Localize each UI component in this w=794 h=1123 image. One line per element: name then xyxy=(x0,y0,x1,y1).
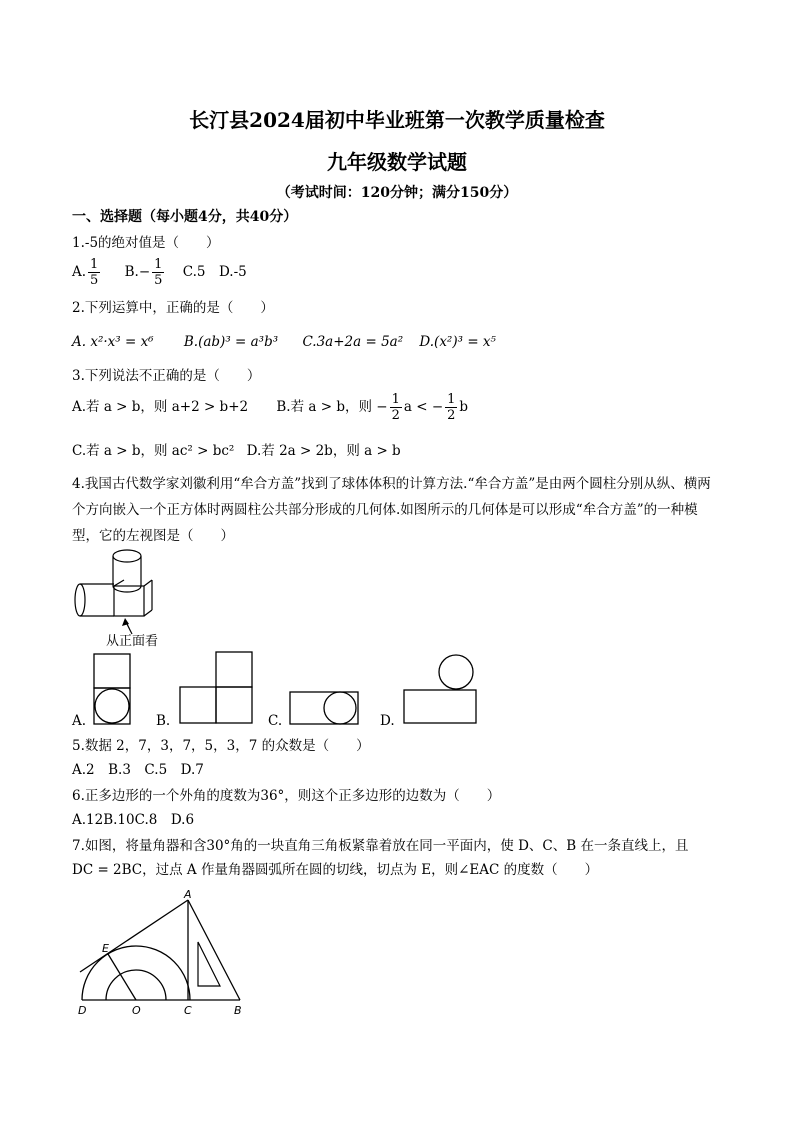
q7-line1: 7.如图，将量角器和含30°角的一块直角三角板紧靠着放在同一平面内，使 D、C、B 在一条直线上，且 xyxy=(72,838,689,854)
q2-option-c: C.3a+2a = 5a² xyxy=(302,334,404,350)
q4-line3: 型，它的左视图是（ ） xyxy=(72,528,234,544)
q4-figure-caption: 从正面看 xyxy=(106,634,159,649)
q3-frac2-numerator: 1 xyxy=(447,392,456,407)
q4-option-d-label: D. xyxy=(380,713,395,729)
q7-geometry-figure xyxy=(72,890,252,1020)
q1-a-numerator: 1 xyxy=(90,257,99,272)
q3-option-b-prefix: B.若 a > b，则 − xyxy=(276,399,388,415)
q3-option-a: A.若 a > b，则 a+2 > b+2 xyxy=(72,399,249,415)
q4-option-b-label: B. xyxy=(156,713,171,729)
q1-option-b-label: B.− xyxy=(124,264,151,280)
exam-title: 长汀县2024届初中毕业班第一次教学质量检查 xyxy=(189,108,605,132)
q1-stem: 1.-5的绝对值是（ ） xyxy=(72,235,220,251)
q1-b-denominator: 5 xyxy=(154,273,163,288)
q7-label-c: C xyxy=(184,1004,192,1017)
q1-option-b-fraction xyxy=(152,257,164,288)
exam-info: （考试时间：120分钟；满分150分） xyxy=(276,185,518,201)
section-heading: 一、选择题（每小题4分，共40分） xyxy=(72,209,298,225)
q2-option-a: A. x²·x³ = x⁶ xyxy=(72,334,154,350)
q7-label-e: E xyxy=(102,942,109,955)
q3-option-c: C.若 a > b，则 ac² > bc² xyxy=(72,443,235,459)
exam-subtitle: 九年级数学试题 xyxy=(327,150,467,174)
q3-option-b-fraction1 xyxy=(390,392,402,423)
q7-line2: DC = 2BC，过点 A 作量角器圆弧所在圆的切线，切点为 E，则∠EAC 的度数（ ） xyxy=(72,862,599,878)
q1-b-numerator: 1 xyxy=(154,257,163,272)
q5-options: A.2 B.3 C.5 D.7 xyxy=(72,762,204,778)
q5-stem: 5.数据 2，7，3，7，5，3，7 的众数是（ ） xyxy=(72,738,370,754)
q6-options: A.12B.10C.8 D.6 xyxy=(72,812,195,828)
q1-a-denominator: 5 xyxy=(90,273,99,288)
q3-option-b-mid: a < − xyxy=(403,399,444,415)
q3-frac1-numerator: 1 xyxy=(391,392,400,407)
q1-options xyxy=(72,256,247,288)
q3-options-cd xyxy=(72,442,401,460)
q1-option-a-fraction xyxy=(88,257,100,288)
q7-label-d: D xyxy=(78,1004,87,1017)
q4-line2: 个方向嵌入一个正方体时两圆柱公共部分形成的几何体.如图所示的几何体是可以形成“牟合方盖”的一种模 xyxy=(72,502,698,518)
q4-line1: 4.我国古代数学家刘徽利用“牟合方盖”找到了球体体积的计算方法.“牟合方盖”是由两个圆柱分别从纵、横两 xyxy=(72,476,711,492)
q2-option-b: B.(ab)³ = a³b³ xyxy=(183,334,279,350)
q2-stem: 2.下列运算中，正确的是（ ） xyxy=(72,300,274,316)
q4-option-a-label: A. xyxy=(72,713,87,729)
q3-option-d: D.若 2a > 2b，则 a > b xyxy=(246,443,401,459)
q3-option-b-end: b xyxy=(459,399,469,415)
q4-option-c-label: C. xyxy=(268,713,283,729)
q7-label-o: O xyxy=(132,1004,141,1017)
q3-frac2-denominator: 2 xyxy=(447,408,456,423)
q3-option-b-fraction2 xyxy=(445,392,457,423)
q2-option-d: D.(x²)³ = x⁵ xyxy=(419,334,496,350)
q6-stem: 6.正多边形的一个外角的度数为36°，则这个正多边形的边数为（ ） xyxy=(72,788,501,804)
q3-stem: 3.下列说法不正确的是（ ） xyxy=(72,368,261,384)
q1-option-a-label: A. xyxy=(72,264,87,280)
q3-frac1-denominator: 2 xyxy=(391,408,400,423)
q2-options xyxy=(72,333,496,351)
q7-label-a: A xyxy=(184,890,192,901)
q7-label-b: B xyxy=(234,1004,242,1017)
q3-options-ab xyxy=(72,391,468,423)
q1-option-cd: C.5 D.-5 xyxy=(182,264,247,280)
